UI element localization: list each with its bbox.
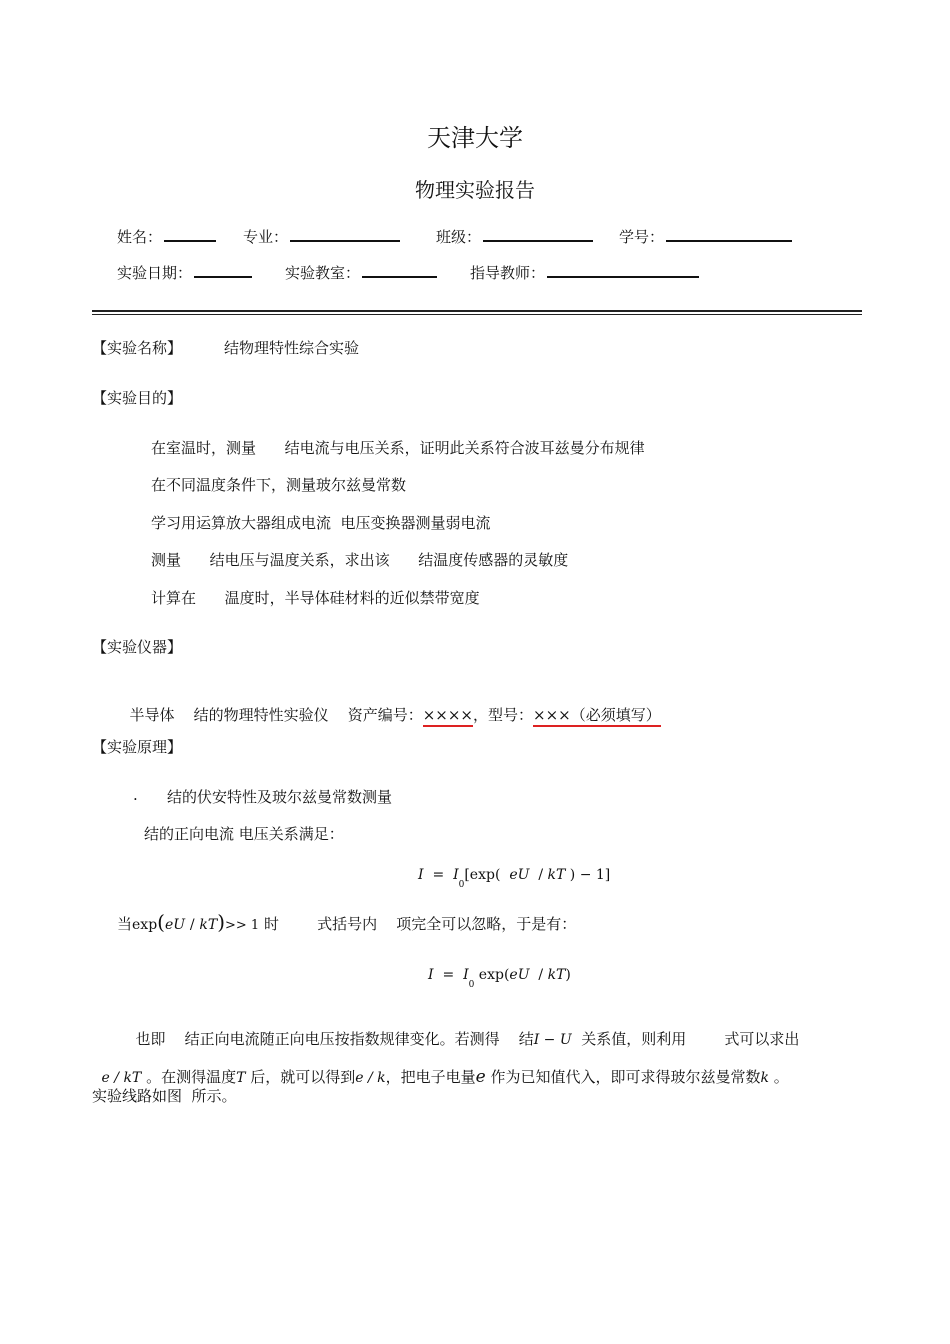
name-field — [117, 226, 216, 247]
major-label: 专业： — [243, 228, 289, 246]
date-label: 实验日期： — [117, 264, 193, 282]
principle-subheading: 结的伏安特性及玻尔兹曼常数测量 — [167, 788, 393, 806]
date-blank[interactable] — [194, 262, 252, 278]
purpose-item-2: 在不同温度条件下，测量玻尔兹曼常数 — [151, 476, 407, 494]
purpose-heading: 【实验目的】 — [92, 389, 183, 407]
purpose-item-5: 计算在 温度时，半导体硅材料的近似禁带宽度 — [151, 589, 480, 607]
paragraph-2: e / kT 。在测得温度T 后，就可以得到e / k，把电子电量e 作为已知值代入，即可求得玻尔兹曼常数k 。 — [101, 1067, 789, 1087]
header-divider-thick — [92, 310, 862, 312]
student-id-label: 学号： — [619, 228, 665, 246]
model-value: ×××（必须填写） — [533, 706, 661, 727]
instrument-line — [120, 686, 661, 725]
teacher-blank[interactable] — [547, 262, 699, 278]
principle-intro: 结的正向电流 电压关系满足： — [144, 825, 344, 843]
purpose-item-1: 在室温时，测量 结电流与电压关系，证明此关系符合波耳兹曼分布规律 — [151, 439, 645, 457]
principle-heading: 【实验原理】 — [92, 738, 183, 756]
experiment-name-value: 结物理特性综合实验 — [224, 339, 360, 357]
purpose-item-3: 学习用运算放大器组成电流 电压变换器测量弱电流 — [151, 514, 491, 532]
instrument-prefix: 半导体 结的物理特性实验仪 资产编号： — [129, 706, 423, 724]
class-field — [436, 226, 593, 247]
teacher-field — [470, 262, 699, 283]
name-blank[interactable] — [164, 226, 216, 242]
paragraph-1: 也即 结正向电流随正向电压按指数规律变化。若测得 结I − U 关系值，则利用 式可以求出 — [135, 1030, 800, 1048]
teacher-label: 指导教师： — [470, 264, 546, 282]
date-field — [117, 262, 252, 283]
major-blank[interactable] — [290, 226, 400, 242]
purpose-item-4: 测量 结电压与温度关系，求出该 结温度传感器的灵敏度 — [151, 551, 569, 569]
report-title: 物理实验报告 — [415, 178, 535, 202]
formula-2: $I = I_0$ exp(eU / kT) — [428, 967, 571, 990]
class-blank[interactable] — [483, 226, 593, 242]
header-divider-thin — [92, 314, 862, 315]
formula-1: $I = I_0[\exp$( eU / kT ) − 1] — [418, 867, 611, 890]
asset-number: ×××× — [423, 706, 473, 727]
principle-sub-number: . — [133, 786, 138, 804]
student-id-field — [619, 226, 792, 247]
instrument-heading: 【实验仪器】 — [92, 638, 183, 656]
student-id-blank[interactable] — [666, 226, 792, 242]
condition-line: 当exp(eU / kT)>> 1 时 式括号内 项完全可以忽略，于是有： — [117, 910, 577, 934]
room-blank[interactable] — [362, 262, 437, 278]
class-label: 班级： — [436, 228, 482, 246]
paragraph-3: 实验线路如图 所示。 — [92, 1087, 237, 1105]
room-field — [285, 262, 437, 283]
experiment-name-heading: 【实验名称】 — [92, 339, 183, 357]
major-field — [243, 226, 400, 247]
model-label: ，型号： — [472, 706, 533, 724]
room-label: 实验教室： — [285, 264, 361, 282]
university-title: 天津大学 — [427, 124, 523, 152]
name-label: 姓名： — [117, 228, 163, 246]
